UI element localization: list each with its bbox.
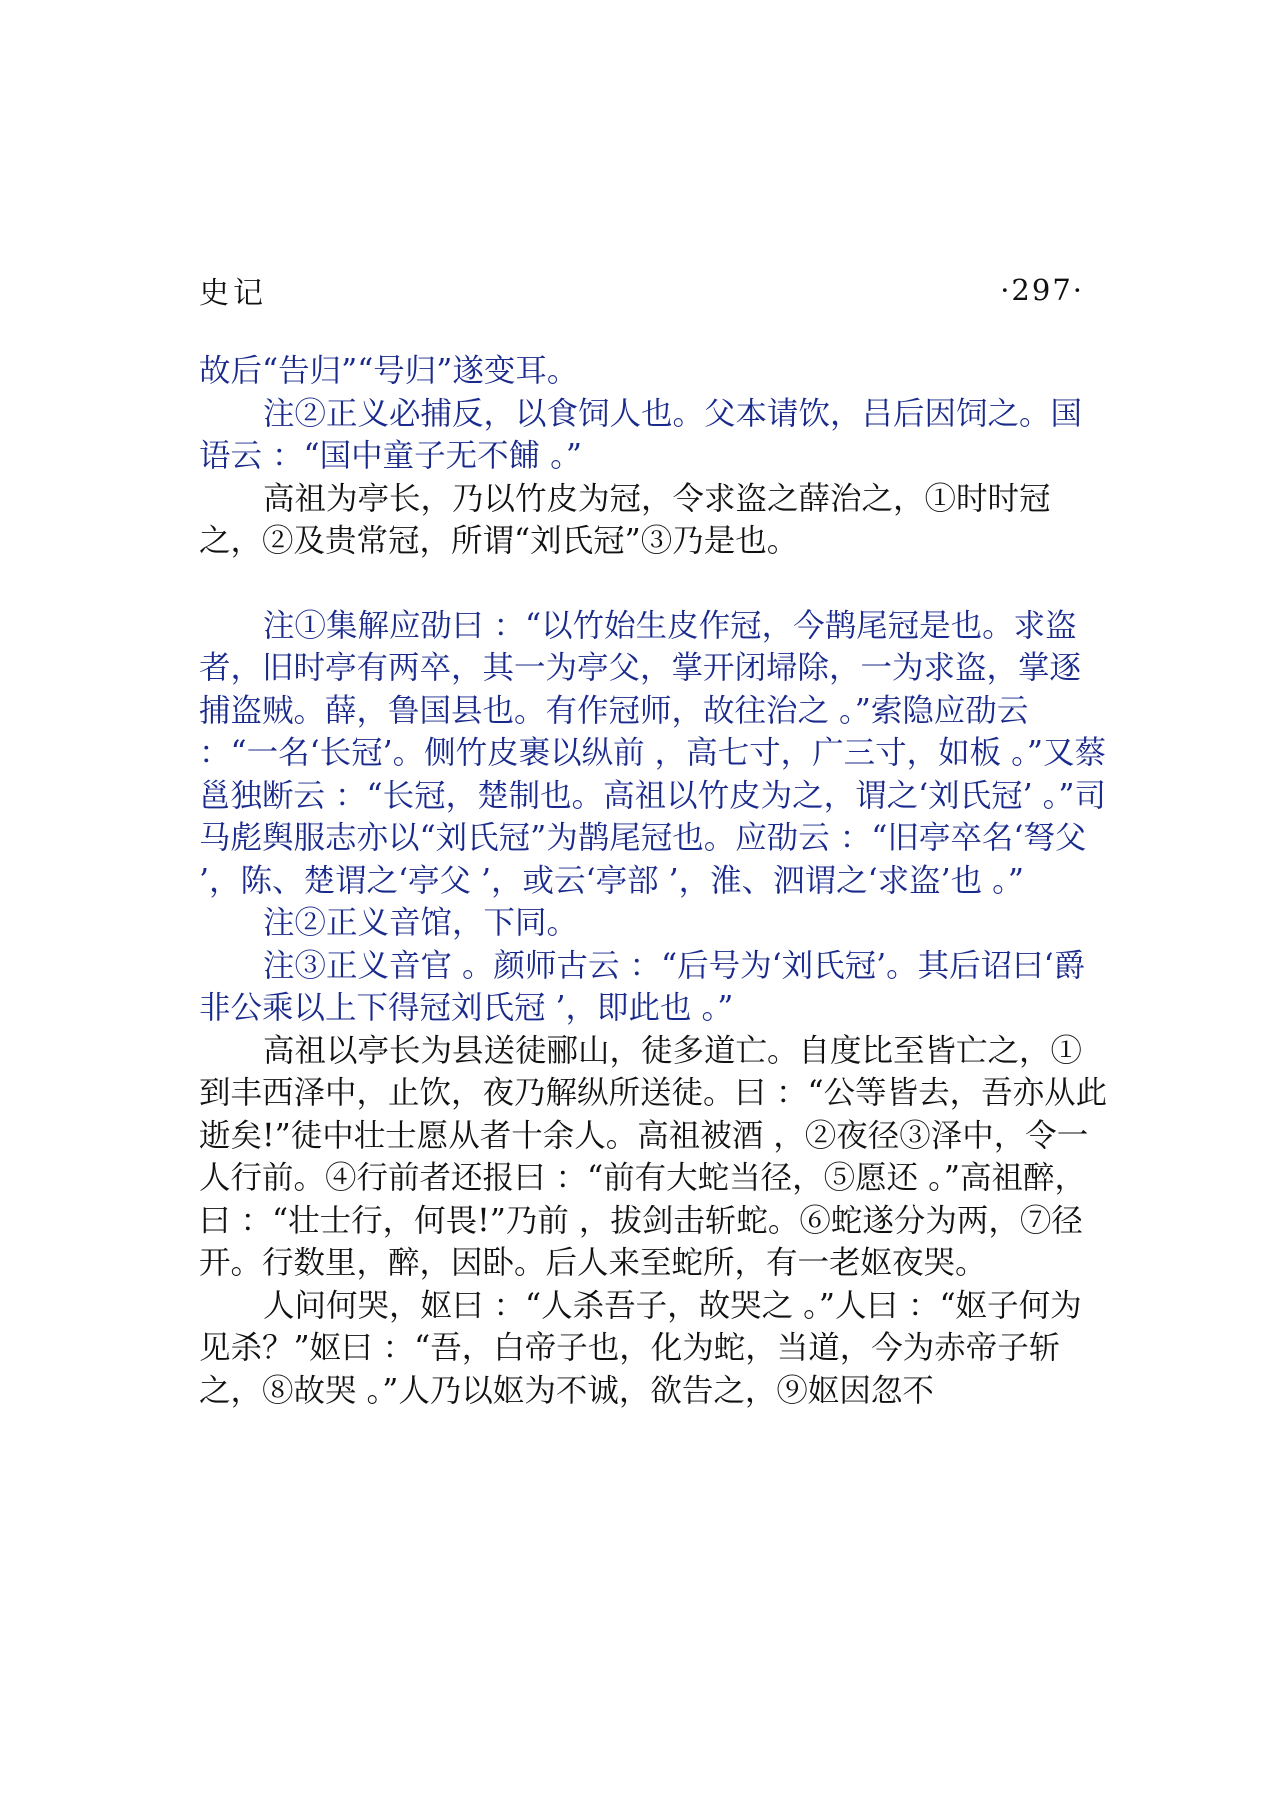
main-paragraph: 高祖为亭长，乃以竹皮为冠，令求盗之薛治之，①时时冠之，②及贵常冠，所谓“刘氏冠”③乃是也。 — [199, 480, 1051, 559]
note-paragraph: 故后“告归”“号归”遂变耳。 — [199, 353, 579, 389]
page-number: ·297· — [1000, 273, 1084, 307]
main-paragraph: 高祖以亭长为县送徒郦山，徒多道亡。自度比至皆亡之，①到丰西泽中，止饮，夜乃解纵所送徒。曰 ：“公等皆去，吾亦从此逝矣!”徒中壮士愿从者十余人。高祖被酒 ，②夜径③泽中，令一人行前。④行前者还报曰 ：“前有大蛇当径，⑤愿还 。”高祖醉，曰 ：“壮士行，何畏!”乃前 ，拔剑击斩蛇。⑥蛇遂分为两，⑦径开。行数里，醉，因卧。后人来至蛇所，有一老妪夜哭。 — [199, 1032, 1108, 1281]
note-paragraph: 注①集解应劭曰 ：“以竹始生皮作冠，今鹊尾冠是也。求盗者，旧时亭有两卒，其一为亭父，掌开闭埽除，一为求盗，掌逐捕盗贼。薛，鲁国县也。有作冠师，故往治之 。”索隐应劭云 ：“一名‘长冠’。侧竹皮裹以纵前 ，高七寸，广三寸，如板 。”又蔡邕独断云 ：“长冠，楚制也。高祖以竹皮为之，谓之‘刘氏冠’ 。”司马彪舆服志亦以“刘氏冠”为鹊尾冠也。应劭云 ：“旧亭卒名‘弩父 ’，陈、楚谓之‘亭父 ’，或云‘亭部 ’，淮、泗谓之‘求盗’也 。” — [199, 607, 1107, 899]
paragraph-gap — [199, 563, 1109, 605]
note-paragraph: 注③正义音官 。颜师古云 ：“后号为‘刘氏冠’。其后诏曰‘爵非公乘以上下得冠刘氏冠 ’，即此也 。” — [199, 947, 1086, 1026]
note-paragraph: 注②正义音馆，下同。 — [263, 905, 579, 941]
running-header — [199, 270, 1084, 310]
page-body — [199, 350, 1109, 1412]
book-title: 史记 — [199, 276, 267, 311]
main-paragraph: 人问何哭，妪曰 ：“人杀吾子，故哭之 。”人曰 ：“妪子何为见杀？”妪曰 ：“吾，白帝子也，化为蛇，当道，今为赤帝子斩之，⑧故哭 。”人乃以妪为不诚，欲告之，⑨妪因忽不 — [199, 1287, 1082, 1409]
note-paragraph: 注②正义必捕反，以食饲人也。父本请饮，吕后因饲之。国语云 ：“国中童子无不餔 。” — [199, 395, 1083, 474]
